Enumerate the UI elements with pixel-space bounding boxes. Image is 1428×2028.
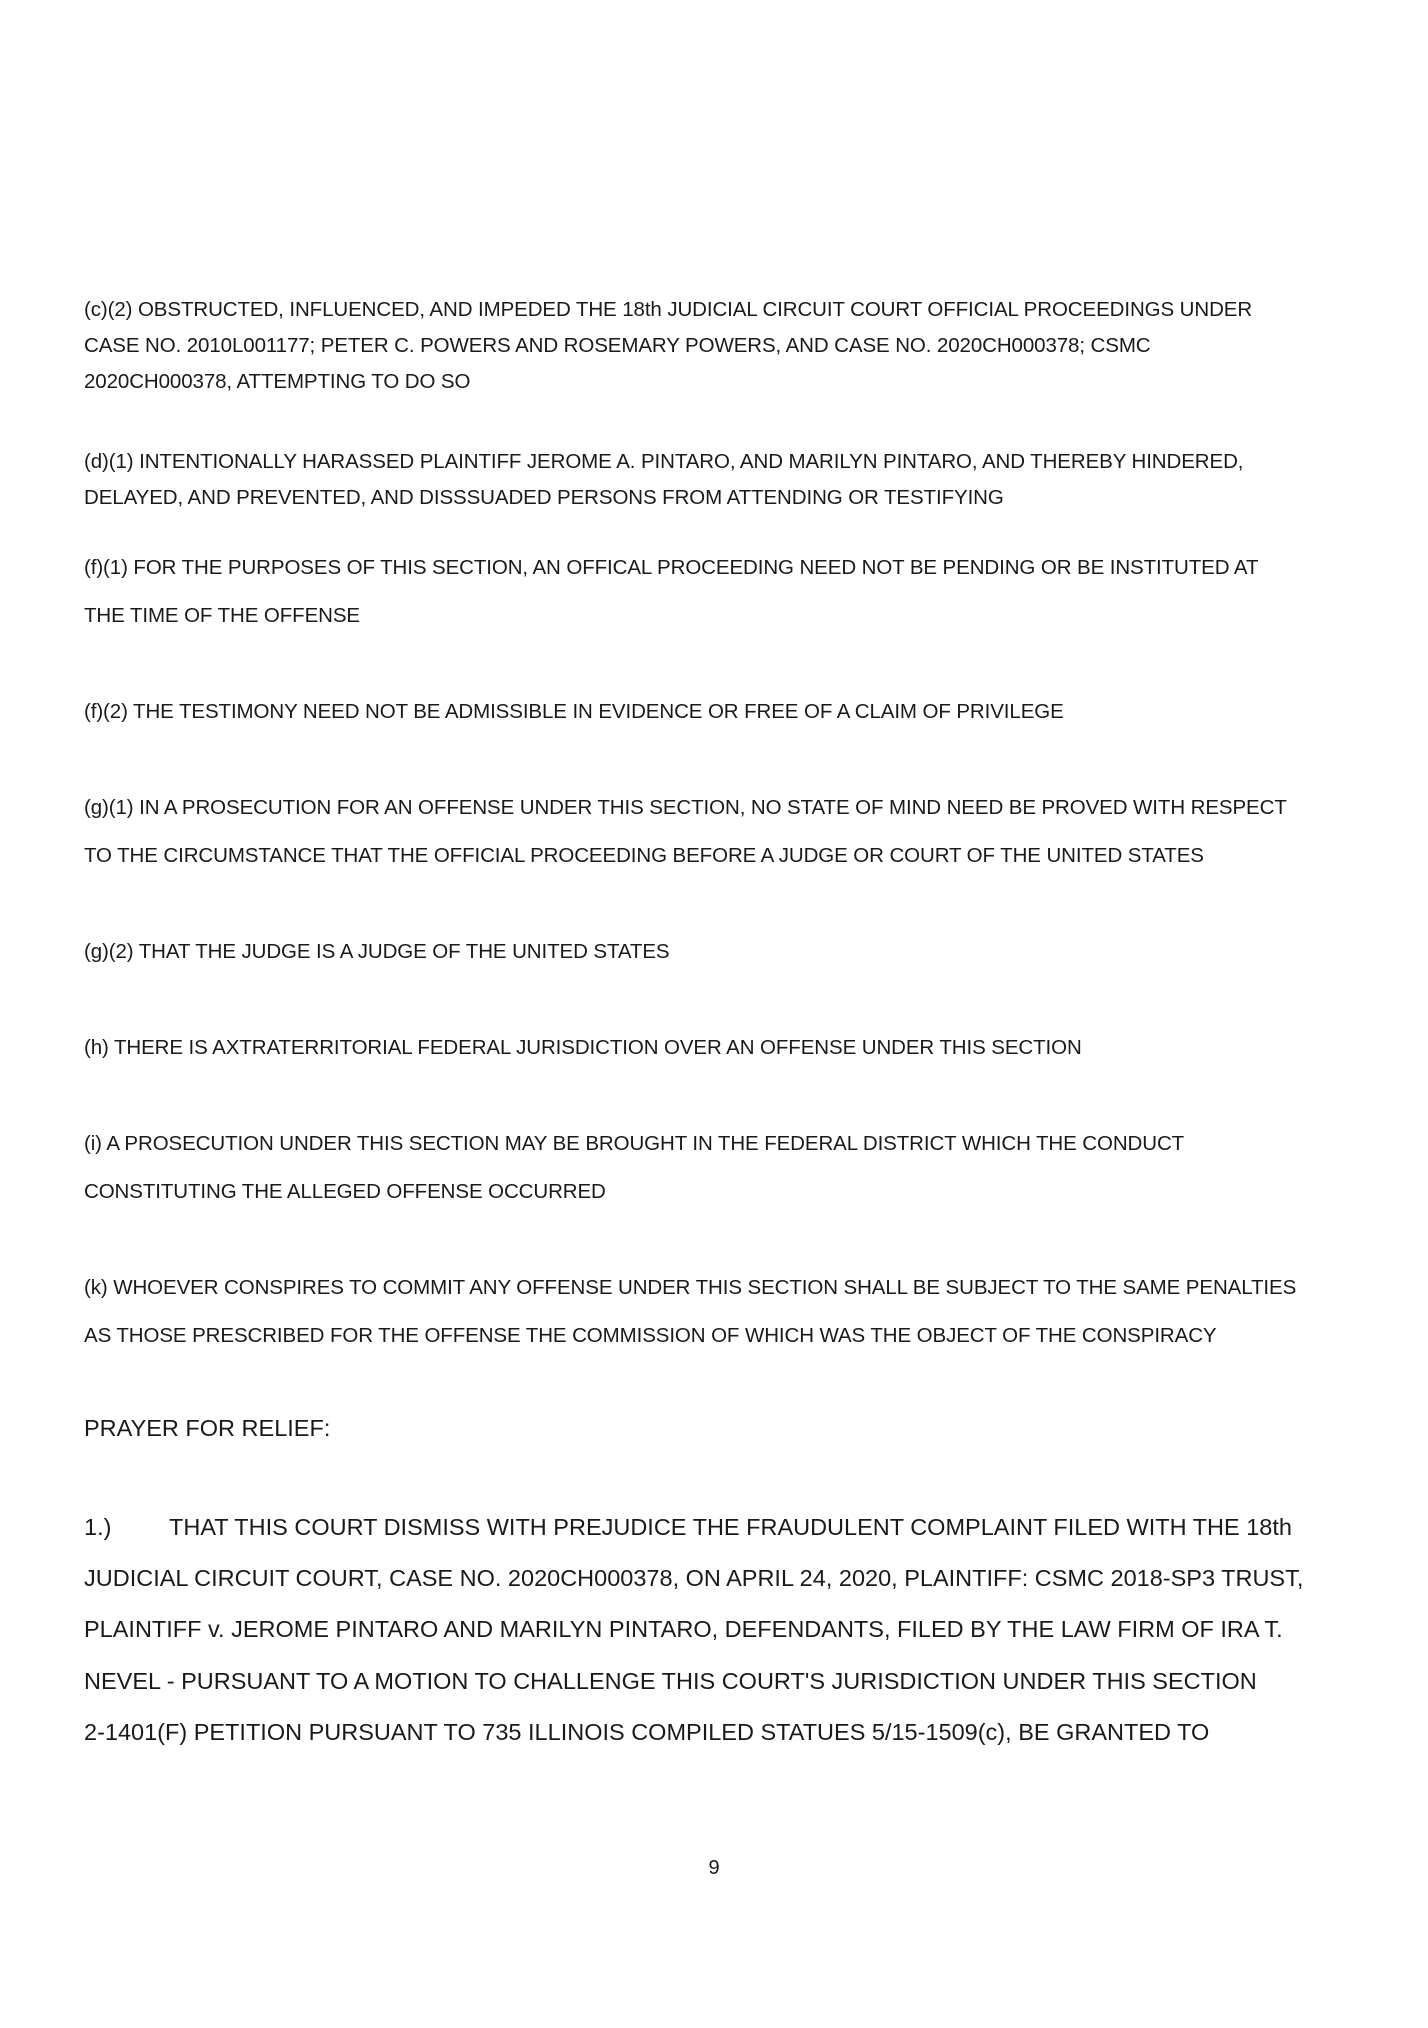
paragraph-g2: [84, 928, 1354, 976]
relief-line: 2-1401(F) PETITION PURSUANT TO 735 ILLINOIS COMPILED STATUES 5/15-1509(c), BE GRANTED TO: [84, 1718, 1210, 1745]
relief-item-1: [84, 1502, 1364, 1758]
paragraph-d1: [84, 444, 1354, 516]
paragraph-line: (g)(1) IN A PROSECUTION FOR AN OFFENSE UNDER THIS SECTION, NO STATE OF MIND NEED BE PROVED WITH RESPECT: [84, 796, 1287, 819]
paragraph-line: (h) THERE IS AXTRATERRITORIAL FEDERAL JURISDICTION OVER AN OFFENSE UNDER THIS SECTION: [84, 1036, 1082, 1059]
paragraph-line: DELAYED, AND PREVENTED, AND DISSSUADED PERSONS FROM ATTENDING OR TESTIFYING: [84, 486, 1004, 509]
page-number: 9: [708, 1857, 720, 1879]
paragraph-line: (k) WHOEVER CONSPIRES TO COMMIT ANY OFFENSE UNDER THIS SECTION SHALL BE SUBJECT TO THE SAME PENALTIES: [84, 1276, 1297, 1299]
paragraph-line: CONSTITUTING THE ALLEGED OFFENSE OCCURRED: [84, 1180, 606, 1203]
relief-line: [84, 1502, 1364, 1553]
paragraph-line: CASE NO. 2010L001177; PETER C. POWERS AND ROSEMARY POWERS, AND CASE NO. 2020CH000378; CSMC: [84, 334, 1151, 357]
paragraph-line: AS THOSE PRESCRIBED FOR THE OFFENSE THE COMMISSION OF WHICH WAS THE OBJECT OF THE CONSPIRACY: [84, 1324, 1217, 1347]
relief-line: NEVEL - PURSUANT TO A MOTION TO CHALLENGE THIS COURT'S JURISDICTION UNDER THIS SECTION: [84, 1667, 1257, 1694]
paragraph-g1: [84, 784, 1354, 880]
paragraph-line: (d)(1) INTENTIONALLY HARASSED PLAINTIFF JEROME A. PINTARO, AND MARILYN PINTARO, AND THEREBY HINDERED,: [84, 450, 1244, 473]
paragraph-line: (f)(2) THE TESTIMONY NEED NOT BE ADMISSIBLE IN EVIDENCE OR FREE OF A CLAIM OF PRIVILEGE: [84, 700, 1064, 723]
paragraph-f1: [84, 544, 1354, 640]
paragraph-i: [84, 1120, 1354, 1216]
relief-item-number: 1.): [84, 1514, 112, 1540]
paragraph-line: (f)(1) FOR THE PURPOSES OF THIS SECTION, AN OFFICAL PROCEEDING NEED NOT BE PENDING OR BE INSTITUTED AT: [84, 556, 1259, 579]
paragraph-line: (g)(2) THAT THE JUDGE IS A JUDGE OF THE UNITED STATES: [84, 940, 670, 963]
paragraph-h: [84, 1024, 1354, 1072]
paragraph-c2: [84, 292, 1354, 400]
paragraph-line: TO THE CIRCUMSTANCE THAT THE OFFICIAL PROCEEDING BEFORE A JUDGE OR COURT OF THE UNITED STATES: [84, 844, 1204, 867]
paragraph-line: 2020CH000378, ATTEMPTING TO DO SO: [84, 370, 471, 393]
prayer-for-relief-heading: PRAYER FOR RELIEF:: [84, 1415, 331, 1441]
paragraph-f2: [84, 688, 1354, 736]
paragraph-k: [84, 1264, 1354, 1360]
relief-line-text: THAT THIS COURT DISMISS WITH PREJUDICE THE FRAUDULENT COMPLAINT FILED WITH THE 18th: [169, 1514, 1292, 1540]
paragraph-line: (c)(2) OBSTRUCTED, INFLUENCED, AND IMPEDED THE 18th JUDICIAL CIRCUIT COURT OFFICIAL PROCEEDINGS UNDER: [84, 298, 1253, 321]
paragraph-line: (i) A PROSECUTION UNDER THIS SECTION MAY BE BROUGHT IN THE FEDERAL DISTRICT WHICH THE CONDUCT: [84, 1132, 1185, 1155]
relief-line: JUDICIAL CIRCUIT COURT, CASE NO. 2020CH000378, ON APRIL 24, 2020, PLAINTIFF: CSMC 2018-SP3 TRUST,: [84, 1565, 1304, 1592]
relief-line: PLAINTIFF v. JEROME PINTARO AND MARILYN PINTARO, DEFENDANTS, FILED BY THE LAW FIRM OF IRA T.: [84, 1616, 1283, 1643]
paragraph-line: THE TIME OF THE OFFENSE: [84, 604, 360, 627]
